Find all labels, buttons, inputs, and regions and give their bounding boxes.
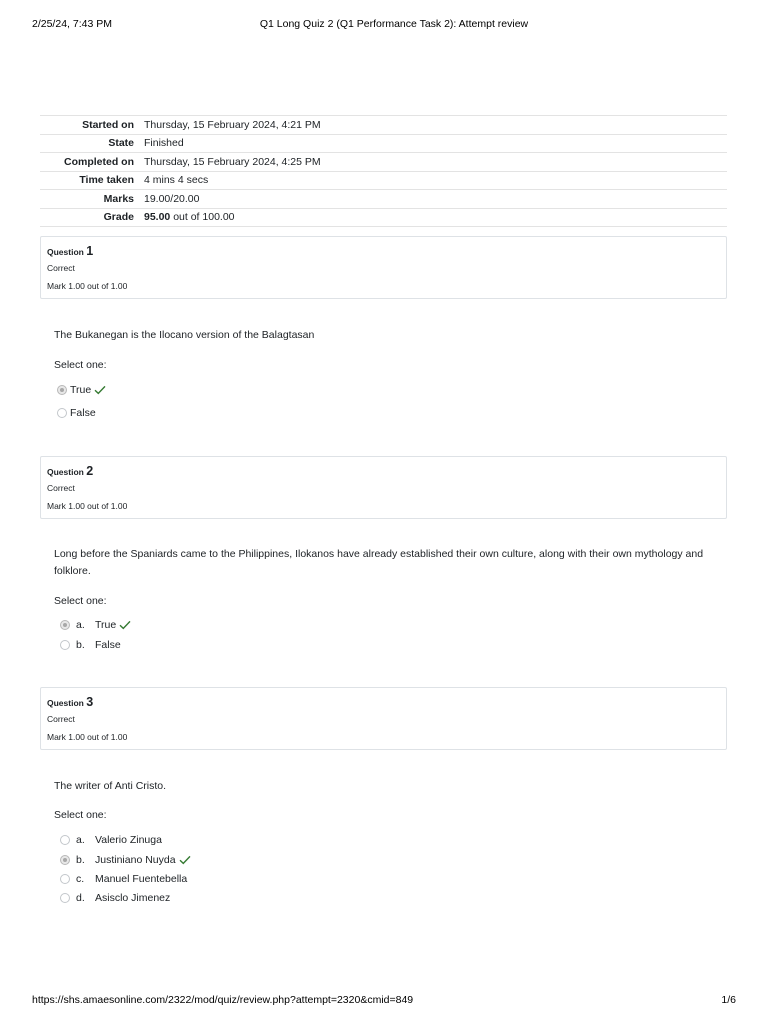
answer-option[interactable] <box>57 637 121 653</box>
summary-row-marks <box>40 190 727 209</box>
question-info-3 <box>40 687 727 750</box>
answer-label: Asisclo Jimenez <box>95 892 171 904</box>
question-state: Correct <box>47 483 75 493</box>
radio-button-icon[interactable] <box>57 385 67 395</box>
summary-value: 4 mins 4 secs <box>144 174 209 187</box>
question-number-value: 3 <box>86 695 94 709</box>
answer-letter: d. <box>76 892 85 904</box>
answer-option[interactable] <box>57 405 96 421</box>
answer-letter: b. <box>76 854 85 866</box>
radio-button-icon[interactable] <box>60 893 70 903</box>
radio-button-icon[interactable] <box>60 874 70 884</box>
summary-label: State <box>108 137 134 150</box>
summary-label: Time taken <box>79 174 134 187</box>
question-word: Question <box>47 467 87 477</box>
radio-button-icon[interactable] <box>60 855 70 865</box>
summary-label: Marks <box>103 192 134 205</box>
question-text-2: Long before the Spaniards came to the Philippines, Ilokanos have already established their own culture, along with their own mythology and folklore. <box>54 548 704 577</box>
answer-label: Valerio Zinuga <box>95 834 162 846</box>
check-icon <box>119 620 131 630</box>
question-number <box>47 694 726 710</box>
select-one-prompt: Select one: <box>54 359 107 371</box>
question-number-value: 2 <box>86 464 94 478</box>
summary-value: 19.00/20.00 <box>144 192 200 205</box>
answer-letter: b. <box>76 639 85 651</box>
summary-value: Thursday, 15 February 2024, 4:25 PM <box>144 155 321 168</box>
answer-option[interactable] <box>57 382 106 398</box>
grade-out-of: out of 100.00 <box>170 211 235 224</box>
check-icon <box>94 385 106 395</box>
answer-option[interactable] <box>57 852 191 868</box>
answer-letter: a. <box>76 834 85 846</box>
summary-label: Grade <box>103 211 134 224</box>
question-number <box>47 463 726 479</box>
question-info-2 <box>40 456 727 519</box>
answer-option[interactable] <box>57 832 162 848</box>
answer-option[interactable] <box>57 871 187 887</box>
answer-label: False <box>95 639 121 651</box>
question-mark: Mark 1.00 out of 1.00 <box>47 281 128 291</box>
answer-label: True <box>95 619 117 631</box>
summary-label: Started on <box>82 118 134 131</box>
answer-letter: c. <box>76 873 85 885</box>
question-info-1 <box>40 236 727 299</box>
summary-row-time-taken <box>40 171 727 190</box>
answer-label: Manuel Fuentebella <box>95 873 188 885</box>
summary-value <box>144 208 727 227</box>
answer-label: Justiniano Nuyda <box>95 854 176 866</box>
answer-letter: a. <box>76 619 85 631</box>
question-mark: Mark 1.00 out of 1.00 <box>47 501 128 511</box>
radio-button-icon[interactable] <box>60 620 70 630</box>
answer-option[interactable] <box>57 890 170 906</box>
question-text-1: The Bukanegan is the Ilocano version of the Balagtasan <box>54 329 315 341</box>
grade-score: 95.00 <box>144 211 171 224</box>
answer-option[interactable] <box>57 617 131 633</box>
print-footer <box>32 994 736 1008</box>
select-one-prompt: Select one: <box>54 595 107 607</box>
question-mark: Mark 1.00 out of 1.00 <box>47 732 128 742</box>
print-url: https://shs.amaesonline.com/2322/mod/quiz/review.php?attempt=2320&cmid=849 <box>32 994 414 1006</box>
select-one-prompt: Select one: <box>54 809 107 821</box>
question-text-3: The writer of Anti Cristo. <box>54 780 167 792</box>
summary-row-grade <box>40 208 727 227</box>
print-page-title: Q1 Long Quiz 2 (Q1 Performance Task 2): Attempt review <box>259 18 529 30</box>
radio-button-icon[interactable] <box>57 408 67 418</box>
answer-label: True <box>70 384 92 396</box>
summary-value: Finished <box>144 137 184 150</box>
radio-button-icon[interactable] <box>60 835 70 845</box>
print-header <box>32 18 736 32</box>
summary-row-completed <box>40 153 727 172</box>
question-word: Question <box>47 247 87 257</box>
summary-row-state <box>40 134 727 153</box>
answer-label: False <box>70 407 96 419</box>
question-number-value: 1 <box>86 244 94 258</box>
summary-label: Completed on <box>64 155 134 168</box>
print-datetime: 2/25/24, 7:43 PM <box>32 18 112 30</box>
question-state: Correct <box>47 263 75 273</box>
check-icon <box>179 855 191 865</box>
radio-button-icon[interactable] <box>60 640 70 650</box>
question-number <box>47 243 726 259</box>
summary-value: Thursday, 15 February 2024, 4:21 PM <box>144 118 321 131</box>
question-word: Question <box>47 698 87 708</box>
question-state: Correct <box>47 714 75 724</box>
summary-row-started <box>40 116 727 135</box>
attempt-summary-table <box>40 115 727 227</box>
print-page-number: 1/6 <box>721 994 736 1006</box>
